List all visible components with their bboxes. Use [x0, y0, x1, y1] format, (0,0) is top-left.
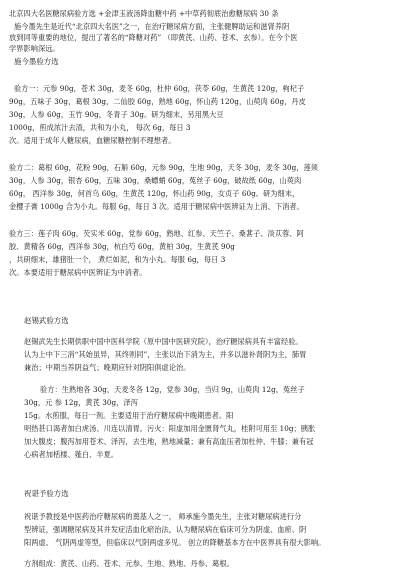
- paragraph-line: 验方二：葛根 60g，花粉 90g，石斛 60g，元参 90g，生地 90g，天冬 30g，麦冬 30g，莲须: [9, 163, 319, 172]
- section-heading: 祝谌予验方选: [24, 489, 69, 498]
- paragraph-line: 15g。水煎服，每日一剂。主要适用于治疗糖尿病中晚期患者。阳: [24, 411, 234, 420]
- article-title: 北京四大名医糖尿病验方选 +金津玉液汤降血糖中药 +中草药彻底治愈糖尿病 30 条: [9, 9, 279, 18]
- paragraph-line: 施今墨先生是近代“北京四大名医”之一，在治疗糖尿病方面，主张健脾助运和滋肾养阴: [14, 22, 290, 31]
- paragraph-line: 方剂组成：黄芪、山药、苍术、元参、生地、熟地、丹参、葛根。: [24, 559, 234, 568]
- paragraph-line: 兼治；中期当养阴益气；晚期应针对阴阳俱虚论治。: [24, 363, 191, 372]
- paragraph-line: 赵锡武先生长期供职中国中医科学院（原中国中医研究院），治疗糖尿病具有丰富经验。: [24, 337, 303, 346]
- paragraph-line: 金樱子膏 1000g 合为小丸。每服 6g，每日 3 次。适用于糖尿病中医辨证为上消、下消者。: [9, 202, 304, 211]
- paragraph-line: 1000g，煎成浓汁去渣，共和为小丸， 每次 6g，每日 3: [9, 123, 191, 132]
- paragraph-line: 60g， 西洋参 30g，何首乌 60g，生黄芪 120g，怀山药 90g，女贞子 60g。研为细末，: [9, 189, 300, 198]
- paragraph-line: 30g，元 参 12g，黄芪 30g，泽泻: [24, 398, 138, 407]
- paragraph-line: 验方一：元参 90g，苍术 30g，麦冬 60g，杜仲 60g，茯苓 60g，生黄芪 120g，枸杞子: [14, 84, 305, 93]
- paragraph-line: 胶、黄精各 60g，西洋参 30g，杭白芍 60g，黄柏 30g，生黄芪 90g: [9, 242, 235, 251]
- paragraph-line: 次。本要适用于糖尿病中医辨证为中消者。: [9, 268, 147, 277]
- paragraph-line: 明热甚口渴者加白虎汤、川连以清胃。污火：阳虚加用金匮肾气丸，桂附可用至 10g；胰胀: [24, 424, 316, 433]
- section-heading: 施今墨验方选: [14, 57, 59, 66]
- paragraph-line: 阳两虚、 气阴两虚等型，但临床以气阴两虚多见。 创立的降糖基本方在中医界具有很大影响。: [24, 538, 326, 547]
- paragraph-line: 认为上中下三消“其始虽异，其终则同”，主张以治下消为主，并多以滋补肾阴为主，肺胃: [24, 350, 307, 359]
- section-heading: 赵锡武验方选: [24, 316, 69, 325]
- paragraph-line: ，共研细末，雄猪肚一个， 煮烂如泥，和为小丸。每服 6g，每日 3: [9, 255, 226, 264]
- paragraph-line: 30g，人参 60g，玉竹 90g，冬青子 30g。研为细末，另用黑大豆: [9, 110, 224, 119]
- paragraph-line: 90g，五味子 30g，葛根 30g，二仙胶 60g，熟地 60g，怀山药 120g，山萸肉 60g，丹皮: [9, 97, 306, 106]
- paragraph-line: 验方：生熟地各 30g，天麦冬各 12g，党参 30g，当归 9g，山萸肉 12g，菟丝子: [40, 385, 305, 394]
- paragraph-line: 放到同等重要的地位，提出了著名的“降糖对药” （即黄芪、山药、苍术、玄参）。在今个医: [9, 33, 298, 42]
- paragraph-line: 加大腹皮；腹泻加用苍术、泽泻，去生地，熟地减量；兼有高血压者加杜仲、牛膝；兼有冠: [24, 437, 314, 446]
- paragraph-line: 心病者加栝楼、薤白、半夏。: [24, 450, 119, 459]
- paragraph-line: 次。适用于成年人糖尿病，血糖尿糖控制不理想者。: [9, 136, 176, 145]
- paragraph-line: 型辨证，强调糖尿病及其并发症活血化瘀治法，认为糖尿病在临床可分为阴虚、血瘀、阴: [24, 525, 307, 534]
- paragraph-line: 学界影响深远。: [9, 44, 60, 53]
- paragraph-line: 祝谌予教授是中医药治疗糖尿病的奠基人之一， 师承施今墨先生，主张对糖尿病进行分: [24, 512, 302, 521]
- paragraph-line: 验方三：莲子肉 60g，芡实米 60g，党参 60g，熟地、红参、天竺子、桑葚子、淡苁蓉、阿: [9, 229, 304, 238]
- paragraph-line: 30g，人参 30g，银杏 60g，五味 30g，桑螵蛸 60g，菟丝子 60g，破故纸 60g，山萸肉: [9, 176, 302, 185]
